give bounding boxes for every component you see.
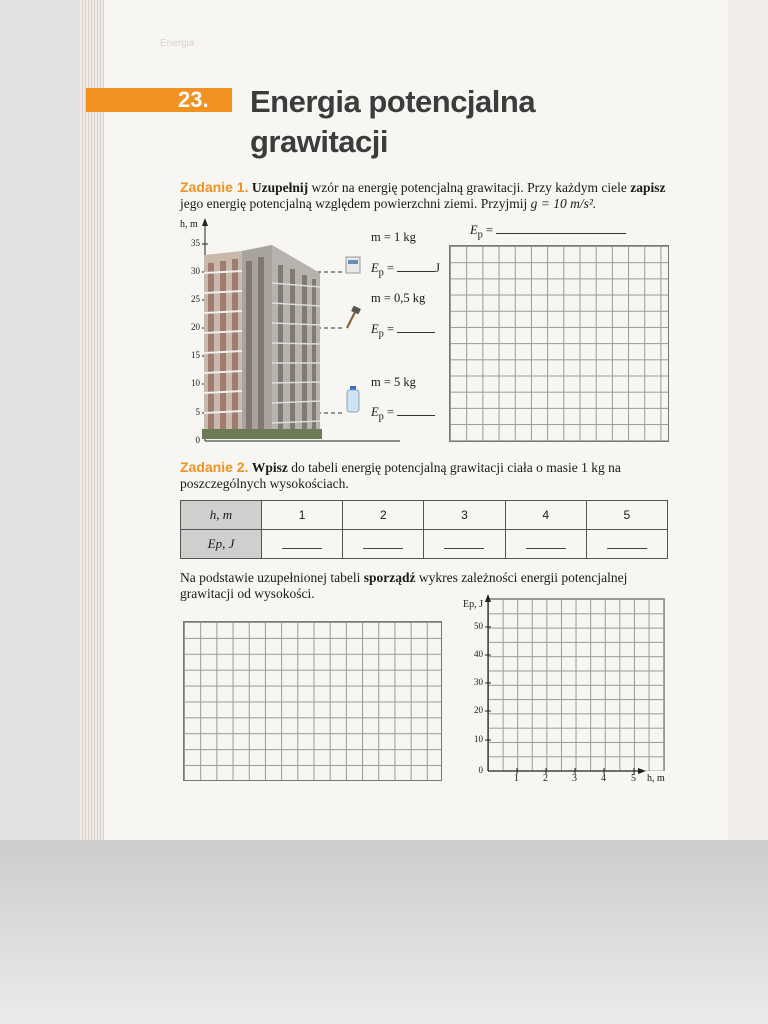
graph-xtick-5: 5 xyxy=(631,773,636,784)
body2-mass: m = 0,5 kg xyxy=(371,291,426,305)
body3-ep-eq: = xyxy=(383,405,398,419)
title-line-1: Energia potencjalna xyxy=(250,84,536,119)
task1-axis-label: h, m xyxy=(180,219,198,230)
table-header-h: h, m xyxy=(181,501,262,530)
ytick-15: 15 xyxy=(191,350,200,360)
task1-text1: wzór na energię potencjalną grawitacji. Przy każdym ciele xyxy=(308,180,631,195)
graph-instruction-verb: sporządź xyxy=(363,570,416,585)
graph-ytick-20: 20 xyxy=(474,705,483,715)
task1-verb2: zapisz xyxy=(630,180,666,195)
task1-verb1: Uzupełnij xyxy=(251,180,309,195)
graph-xtick-4: 4 xyxy=(601,773,606,784)
running-header: Energia xyxy=(160,38,195,49)
task1-g-formula: g = 10 m/s². xyxy=(530,196,597,211)
title-line-2: grawitacji xyxy=(250,124,388,159)
ytick-10: 10 xyxy=(191,378,200,388)
formula-eq: = xyxy=(482,223,494,237)
table-cell-h4: 4 xyxy=(505,501,586,530)
formula-ep-sub: p xyxy=(477,229,483,241)
table-cell-h2: 2 xyxy=(343,501,424,530)
ytick-30: 30 xyxy=(191,266,200,276)
body2-ep-sub: p xyxy=(378,328,384,340)
graph-xtick-1: 1 xyxy=(514,773,519,784)
table-cell-h3: 3 xyxy=(424,501,505,530)
body3-ep-sub: p xyxy=(378,411,384,423)
body3-mass: m = 5 kg xyxy=(371,375,416,389)
graph-xtick-3: 3 xyxy=(572,773,577,784)
ytick-20: 20 xyxy=(191,322,200,332)
ytick-0: 0 xyxy=(195,435,200,445)
graph-instruction-pre: Na podstawie uzupełnionej tabeli xyxy=(180,570,364,585)
body2-ep-eq: = xyxy=(383,322,398,336)
task2-label: Zadanie 2. xyxy=(180,459,249,475)
graph-origin: 0 xyxy=(478,765,483,775)
body1-mass: m = 1 kg xyxy=(371,230,416,244)
graph-instruction-post: wykres zależności energii potencjalnej grawitacji od wysokości. xyxy=(180,570,628,601)
table-header-ep: Ep, J xyxy=(181,530,262,559)
body1-ep-unit: J xyxy=(435,261,441,275)
table-cell-h1: 1 xyxy=(262,501,343,530)
ytick-35: 35 xyxy=(191,238,200,248)
body1-ep-symbol: E xyxy=(371,261,379,275)
graph-ytick-40: 40 xyxy=(474,649,483,659)
graph-ytick-10: 10 xyxy=(474,734,483,744)
body3-ep-symbol: E xyxy=(371,405,379,419)
task2-verb: Wpisz xyxy=(251,460,288,475)
lesson-number: 23. xyxy=(178,87,209,112)
body1-ep-sub: p xyxy=(378,267,384,279)
ytick-25: 25 xyxy=(191,294,200,304)
body2-ep-symbol: E xyxy=(371,322,379,336)
task1-text2: jego energię potencjalną względem powierzchni ziemi. Przyjmij xyxy=(180,196,531,211)
graph-ytick-50: 50 xyxy=(474,621,483,631)
formula-ep-symbol: E xyxy=(470,223,478,237)
body1-ep-eq: = xyxy=(383,261,398,275)
task2-text: do tabeli energię potencjalną grawitacji ciała o masie 1 kg na poszczególnych wysokościach. xyxy=(180,460,621,491)
table-cell-h5: 5 xyxy=(586,501,667,530)
ytick-5: 5 xyxy=(195,407,200,417)
task1-label: Zadanie 1. xyxy=(180,179,249,195)
graph-x-label: h, m xyxy=(647,773,665,784)
graph-ytick-30: 30 xyxy=(474,677,483,687)
graph-y-label: Ep, J xyxy=(463,599,483,610)
graph-xtick-2: 2 xyxy=(543,773,548,784)
